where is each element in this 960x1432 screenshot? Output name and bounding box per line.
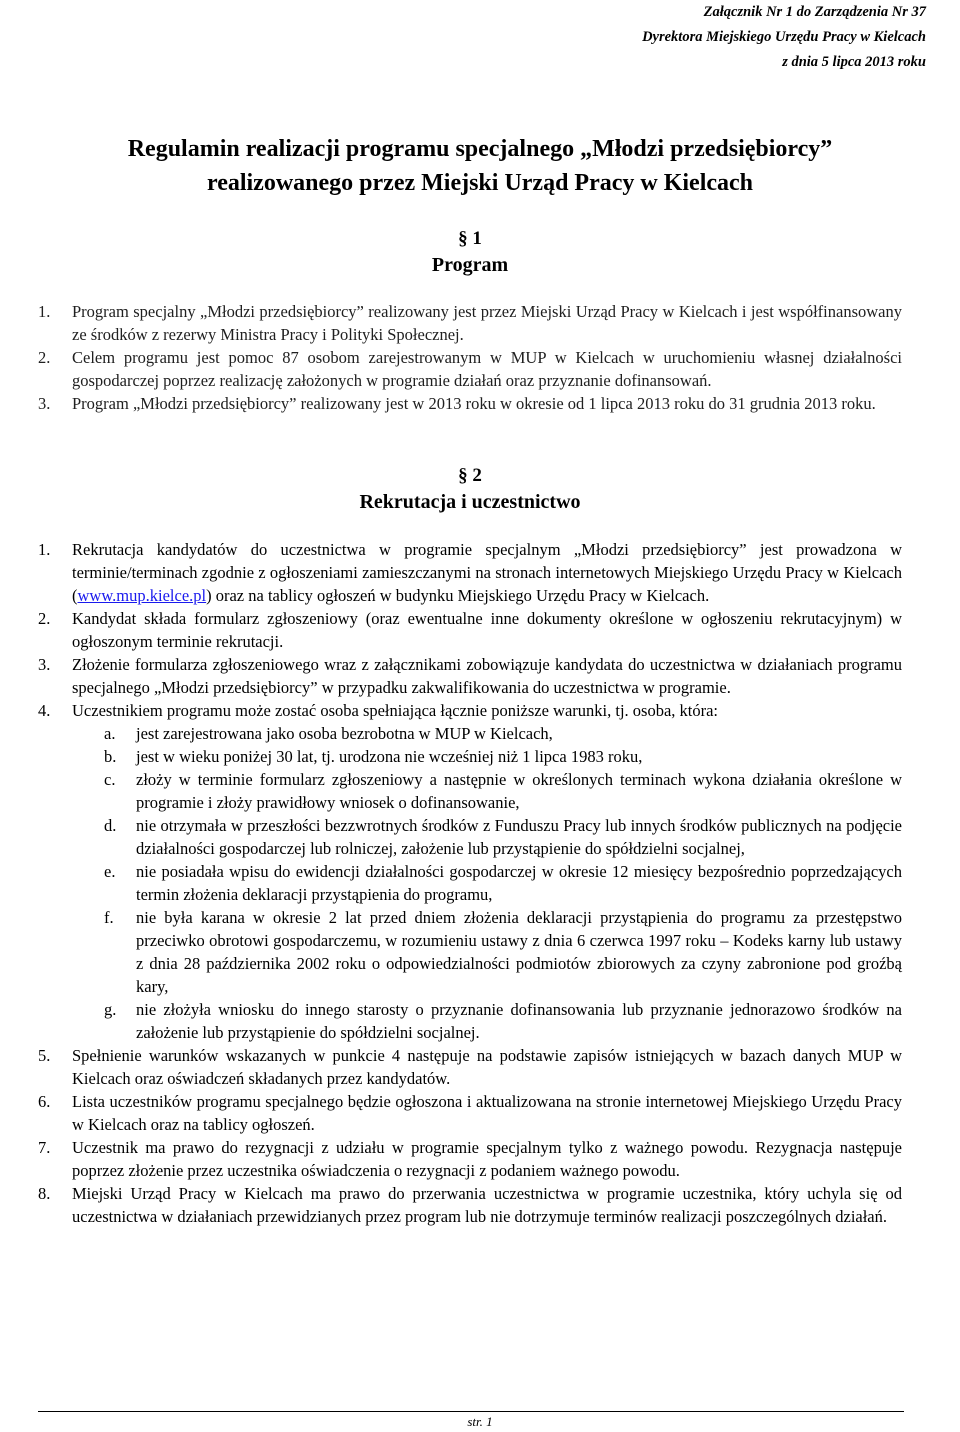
item-text: Rekrutacja kandydatów do uczestnictwa w programie specjalnym „Młodzi przedsiębiorcy” jest prowadzona w terminie/terminach zgodnie z ogłoszeniami zamieszczanymi na stronach internetowych Miejskiego Urzędu Pracy w Kielcach ( bbox=[72, 540, 902, 605]
item-number: 3. bbox=[38, 655, 51, 674]
list-item bbox=[38, 699, 902, 1044]
title-line-1: Regulamin realizacji programu specjalnego „Młodzi przedsiębiorcy” bbox=[127, 136, 833, 162]
sub-letter: a. bbox=[104, 724, 116, 743]
sub-text: nie posiadała wpisu do ewidencji działalności gospodarczej w okresie 12 miesięcy bezpośrednio poprzedzających termin złożenia deklaracji przystąpienia do programu, bbox=[136, 862, 902, 904]
list-item bbox=[38, 653, 902, 699]
sublist-item bbox=[72, 814, 902, 860]
item-text: Program specjalny „Młodzi przedsiębiorcy” realizowany jest przez Miejski Urząd Pracy w Kielcach i jest współfinansowany ze środków z rezerwy Ministra Pracy i Polityki Społecznej. bbox=[72, 302, 902, 344]
list-item bbox=[38, 300, 902, 346]
item-number: 6. bbox=[38, 1092, 51, 1111]
section-2-list bbox=[38, 538, 902, 1228]
sub-letter: b. bbox=[104, 747, 117, 766]
sub-letter: d. bbox=[104, 816, 117, 835]
item-text: Uczestnikiem programu może zostać osoba spełniająca łącznie poniższe warunki, tj. osoba, która: bbox=[72, 701, 719, 720]
item-text: Program „Młodzi przedsiębiorcy” realizowany jest w 2013 roku w okresie od 1 lipca 2013 roku do 31 grudnia 2013 roku. bbox=[72, 394, 876, 413]
sublist-item bbox=[72, 745, 902, 768]
sub-text: nie otrzymała w przeszłości bezzwrotnych środków z Funduszu Pracy lub innych środków publicznych na podjęcie działalności gospodarczej lub rolniczej, założenie lub przystąpienie do spółdzielni socjalnej, bbox=[136, 816, 902, 858]
item-number: 4. bbox=[38, 701, 51, 720]
sub-text: nie złożyła wniosku do innego starosty o przyznanie dofinansowania lub przyznanie jednorazowo środków na założenie lub przystąpienie do spółdzielni socjalnej. bbox=[136, 1000, 902, 1042]
conditions-sublist bbox=[72, 722, 902, 1044]
section-2-title: Rekrutacja i uczestnictwo bbox=[359, 491, 581, 513]
section-1-heading bbox=[20, 225, 920, 279]
sublist-item bbox=[72, 768, 902, 814]
item-number: 1. bbox=[38, 302, 51, 321]
sub-text: jest zarejestrowana jako osoba bezrobotna w MUP w Kielcach, bbox=[136, 724, 553, 743]
list-item bbox=[38, 1090, 902, 1136]
page-number: str. 1 bbox=[467, 1414, 493, 1429]
list-item bbox=[38, 538, 902, 607]
item-text: Lista uczestników programu specjalnego będzie ogłoszona i aktualizowana na stronie internetowej Miejskiego Urzędu Pracy w Kielcach oraz na tablicy ogłoszeń. bbox=[72, 1092, 902, 1134]
sublist-item bbox=[72, 722, 902, 745]
sublist-item bbox=[72, 860, 902, 906]
section-1-marker: § 1 bbox=[458, 228, 482, 249]
item-text: Miejski Urząd Pracy w Kielcach ma prawo do przerwania uczestnictwa w programie uczestnika, który uchyla się od uczestnictwa w działaniach przewidzianych przez program lub nie dotrzymuje terminów realizacji poszczególnych działań. bbox=[72, 1184, 902, 1226]
list-item bbox=[38, 1136, 902, 1182]
item-number: 5. bbox=[38, 1046, 51, 1065]
item-text: Spełnienie warunków wskazanych w punkcie 4 następuje na podstawie zapisów istniejących w bazach danych MUP w Kielcach oraz oświadczeń składanych przez kandydatów. bbox=[72, 1046, 902, 1088]
sub-letter: c. bbox=[104, 770, 116, 789]
sublist-item bbox=[72, 906, 902, 998]
sub-text: złoży w terminie formularz zgłoszeniowy a następnie w określonych terminach wykona działania określone w programie i złoży prawidłowy wniosek o dofinansowanie, bbox=[136, 770, 902, 812]
section-1-title: Program bbox=[431, 254, 509, 276]
item-text: Celem programu jest pomoc 87 osobom zarejestrowanym w MUP w Kielcach w uruchomieniu własnej działalności gospodarczej poprzez realizację założonych w programie działań oraz przyznanie dofinansowań. bbox=[72, 348, 902, 390]
item-text: Uczestnik ma prawo do rezygnacji z udziału w programie specjalnym tylko z ważnego powodu. Rezygnacja następuje poprzez złożenie przez uczestnika oświadczenia o rezygnacji z podaniem ważnego powodu. bbox=[72, 1138, 902, 1180]
item-number: 8. bbox=[38, 1184, 51, 1203]
list-item bbox=[38, 607, 902, 653]
item-number: 2. bbox=[38, 348, 51, 367]
section-2-marker: § 2 bbox=[458, 465, 482, 486]
sub-text: nie była karana w okresie 2 lat przed dniem złożenia deklaracji przystąpienia do programu za przestępstwo przeciwko obrotowi gospodarczemu, w rozumieniu ustawy z dnia 6 czerwca 1997 roku – Kodeks karny lub ustawy z dnia 28 października 2002 roku o odpowiedzialności podmiotów zbiorowych za czyny zabronione pod groźbą kary, bbox=[136, 908, 902, 996]
list-item bbox=[38, 346, 902, 392]
item-text: Kandydat składa formularz zgłoszeniowy (oraz ewentualne inne dokumenty określone w ogłoszeniu rekrutacyjnym) w ogłoszonym terminie rekrutacji. bbox=[72, 609, 902, 651]
title-line-2: realizowanego przez Miejski Urząd Pracy w Kielcach bbox=[206, 170, 754, 196]
section-1-list bbox=[38, 300, 902, 415]
sub-text: jest w wieku poniżej 30 lat, tj. urodzona nie wcześniej niż 1 lipca 1983 roku, bbox=[136, 747, 643, 766]
item-text-continued: ) oraz na tablicy ogłoszeń w budynku Miejskiego Urzędu Pracy w Kielcach. bbox=[206, 586, 710, 605]
header-line-1: Załącznik Nr 1 do Zarządzenia Nr 37 bbox=[703, 4, 926, 20]
sub-letter: f. bbox=[104, 908, 114, 927]
item-number: 1. bbox=[38, 540, 51, 559]
list-item bbox=[38, 1044, 902, 1090]
header-line-2: Dyrektora Miejskiego Urzędu Pracy w Kielcach bbox=[642, 29, 926, 45]
section-2-heading bbox=[20, 462, 920, 516]
sub-letter: e. bbox=[104, 862, 116, 881]
item-text: Złożenie formularza zgłoszeniowego wraz z załącznikami zobowiązuje kandydata do uczestnictwa w działaniach programu specjalnego „Młodzi przedsiębiorcy” w przypadku zakwalifikowania do uczestnictwa w programie. bbox=[72, 655, 902, 697]
list-item bbox=[38, 1182, 902, 1228]
header-line-3: z dnia 5 lipca 2013 roku bbox=[782, 54, 926, 70]
footer-divider bbox=[38, 1411, 904, 1412]
document-title bbox=[0, 132, 960, 200]
website-link[interactable]: www.mup.kielce.pl bbox=[77, 586, 207, 605]
item-number: 3. bbox=[38, 394, 51, 413]
item-number: 2. bbox=[38, 609, 51, 628]
sublist-item bbox=[72, 998, 902, 1044]
list-item bbox=[38, 392, 902, 415]
item-number: 7. bbox=[38, 1138, 51, 1157]
attachment-header bbox=[642, 0, 926, 75]
sub-letter: g. bbox=[104, 1000, 117, 1019]
